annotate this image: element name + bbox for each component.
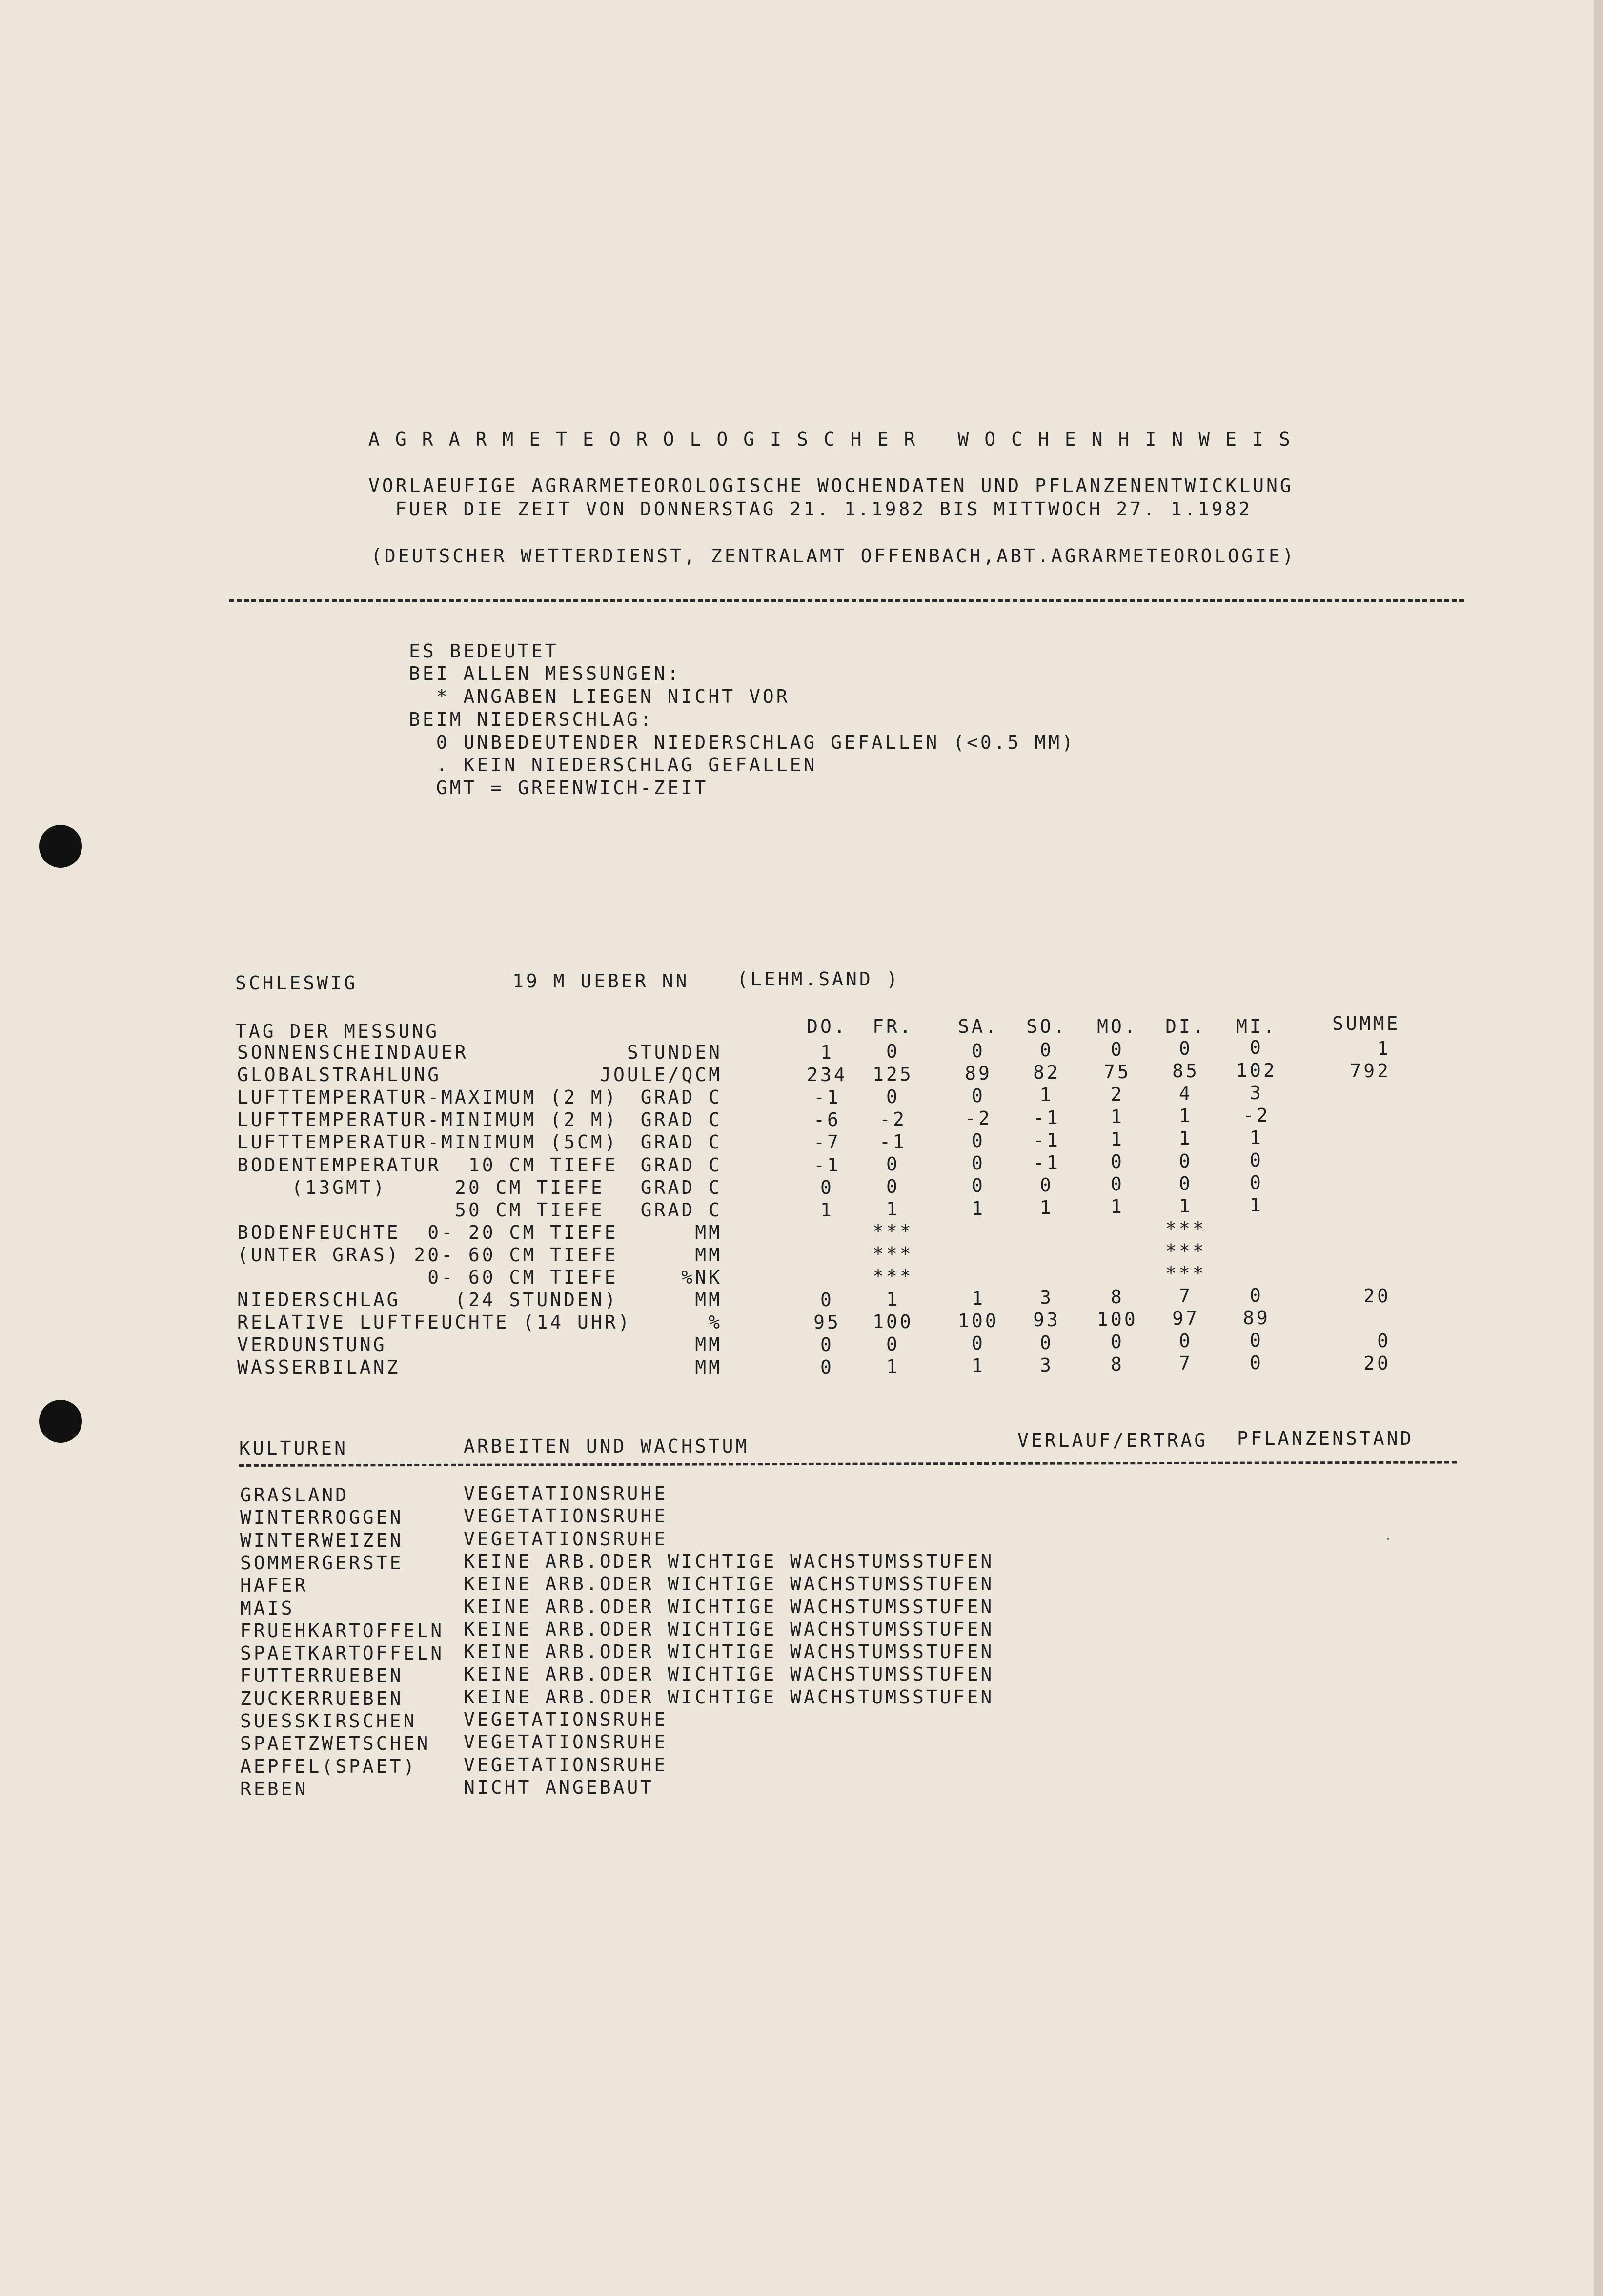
measurement-value: -2 [879, 1108, 907, 1130]
measurement-value: 0 [1179, 1172, 1193, 1194]
measurement-value: 102 [1236, 1059, 1277, 1081]
crop-name: HAFER [240, 1575, 308, 1597]
measurement-value: 1 [1111, 1196, 1124, 1218]
measurement-value: 0 [886, 1041, 900, 1063]
crops-col-course: VERLAUF/ERTRAG [1017, 1430, 1208, 1451]
measurement-unit: MM [695, 1334, 722, 1356]
measurement-value: 234 [807, 1064, 848, 1086]
legend-line: BEIM NIEDERSCHLAG: [409, 709, 654, 730]
crop-status: KEINE ARB.ODER WICHTIGE WACHSTUMSSTUFEN [464, 1596, 994, 1618]
punch-hole-bottom [39, 1400, 82, 1443]
crop-status: KEINE ARB.ODER WICHTIGE WACHSTUMSSTUFEN [464, 1573, 994, 1595]
measurement-value: 0 [972, 1085, 985, 1107]
legend-line: BEI ALLEN MESSUNGEN: [409, 663, 681, 684]
subtitle-line-2: FUER DIE ZEIT VON DONNERSTAG 21. 1.1982 BIS MITTWOCH 27. 1.1982 [395, 498, 1253, 520]
measurement-value: 93 [1033, 1309, 1060, 1331]
measurement-value: 1 [886, 1288, 900, 1310]
measurement-unit: GRAD C [640, 1176, 722, 1198]
measurement-value: 2 [1111, 1083, 1124, 1105]
punch-hole-top [39, 825, 82, 868]
measurement-value: 0 [1250, 1352, 1263, 1374]
measurement-unit: MM [695, 1289, 722, 1311]
measurement-label: NIEDERSCHLAG (24 STUNDEN) [237, 1289, 618, 1311]
measurement-value: 1 [1111, 1106, 1124, 1128]
measurement-value: 0 [886, 1153, 900, 1175]
crop-name: SUESSKIRSCHEN [240, 1710, 417, 1732]
subtitle-line-1: VORLAEUFIGE AGRARMETEOROLOGISCHE WOCHENDATEN UND PFLANZENENTWICKLUNG [368, 475, 1294, 496]
measurement-unit: MM [695, 1244, 722, 1266]
legend-line: . KEIN NIEDERSCHLAG GEFALLEN [409, 754, 817, 776]
measurement-value: 0 [1250, 1149, 1263, 1171]
crop-status: VEGETATIONSRUHE [464, 1505, 668, 1527]
measurement-value: *** [873, 1243, 913, 1265]
crop-name: SPAETKARTOFFELN [240, 1642, 445, 1664]
page-edge [1594, 0, 1603, 2296]
crops-divider [239, 1461, 1457, 1467]
measurement-value: 4 [1179, 1083, 1193, 1105]
crop-name: FRUEHKARTOFFELN [240, 1620, 445, 1641]
document-title: AGRARMETEOROLOGISCHER WOCHENHINWEIS [368, 429, 1306, 450]
measurement-value: 1 [886, 1355, 900, 1377]
measurement-value: 0 [1111, 1038, 1124, 1060]
measurement-label: BODENTEMPERATUR 10 CM TIEFE [237, 1154, 618, 1176]
measurement-value: 1 [820, 1199, 834, 1221]
crop-status: VEGETATIONSRUHE [464, 1731, 668, 1753]
measurement-label: VERDUNSTUNG [237, 1334, 387, 1356]
measurement-value: 0 [886, 1333, 900, 1355]
measurement-value: 0 [1111, 1151, 1124, 1173]
legend-line: GMT = GREENWICH-ZEIT [409, 777, 709, 799]
measurement-value: -2 [965, 1107, 992, 1129]
paper-speck [1387, 1538, 1389, 1540]
measurement-value: 1 [1179, 1128, 1193, 1149]
measurement-value: 1 [1250, 1194, 1263, 1216]
measurement-label: LUFTTEMPERATUR-MAXIMUM (2 M) [237, 1086, 618, 1108]
crop-status: VEGETATIONSRUHE [464, 1528, 668, 1550]
measurement-value: 85 [1172, 1060, 1199, 1082]
measurement-unit: GRAD C [640, 1131, 722, 1153]
measurement-label: BODENFEUCHTE 0- 20 CM TIEFE [237, 1221, 618, 1243]
measurement-value: 3 [1250, 1082, 1263, 1104]
measurement-value: 1 [972, 1197, 985, 1219]
crops-col-work: ARBEITEN UND WACHSTUM [464, 1435, 750, 1457]
day-header: SA. [958, 1016, 999, 1037]
measurement-value: 0 [820, 1334, 834, 1356]
station-height: 19 M UEBER NN [512, 970, 690, 992]
measurement-unit: % [709, 1312, 722, 1333]
measurement-value: 1 [972, 1287, 985, 1309]
measurement-value: -7 [813, 1131, 841, 1153]
measurement-value: 0 [972, 1130, 985, 1152]
measurement-value: 0 [1250, 1172, 1263, 1193]
measurement-value: -6 [813, 1109, 841, 1131]
measurement-label: RELATIVE LUFTFEUCHTE (14 UHR) [237, 1312, 632, 1333]
crop-status: KEINE ARB.ODER WICHTIGE WACHSTUMSSTUFEN [464, 1550, 994, 1572]
crop-name: AEPFEL(SPAET) [240, 1755, 417, 1777]
crops-col-stand: PFLANZENSTAND [1237, 1428, 1414, 1449]
crops-col-culture: KULTUREN [239, 1437, 348, 1459]
measurement-unit: JOULE/QCM [600, 1064, 722, 1086]
measurement-value: *** [873, 1266, 913, 1288]
measurement-unit: GRAD C [640, 1086, 722, 1108]
crop-status: KEINE ARB.ODER WICHTIGE WACHSTUMSSTUFEN [464, 1618, 994, 1640]
measurement-value: 0 [1040, 1039, 1054, 1061]
measurement-value: 97 [1172, 1308, 1199, 1330]
measurement-value: 95 [813, 1312, 841, 1333]
measurement-label: (UNTER GRAS) 20- 60 CM TIEFE [237, 1244, 618, 1266]
measurement-value: 89 [965, 1062, 992, 1084]
measurement-value: 1 [1179, 1195, 1193, 1217]
crop-name: GRASLAND [240, 1484, 349, 1506]
measurement-value: -1 [1033, 1151, 1060, 1173]
measurement-value: 7 [1179, 1285, 1193, 1307]
crop-status: VEGETATIONSRUHE [464, 1483, 668, 1504]
measurement-value: 0 [1250, 1037, 1263, 1059]
day-header: SO. [1026, 1016, 1067, 1037]
measurement-value: 100 [873, 1311, 913, 1332]
legend-line: ES BEDEUTET [409, 640, 559, 662]
legend-line: * ANGABEN LIEGEN NICHT VOR [409, 686, 790, 707]
crop-status: KEINE ARB.ODER WICHTIGE WACHSTUMSSTUFEN [464, 1641, 994, 1663]
measurement-label: LUFTTEMPERATUR-MINIMUM (5CM) [237, 1131, 618, 1153]
legend-line: 0 UNBEDEUTENDER NIEDERSCHLAG GEFALLEN (<0.5 MM) [409, 732, 1076, 753]
measurement-value: 0 [820, 1176, 834, 1198]
measurement-label: GLOBALSTRAHLUNG [237, 1064, 442, 1086]
measurement-value: -1 [1033, 1107, 1060, 1128]
measurement-value: 8 [1111, 1286, 1124, 1308]
crop-name: SPAETZWETSCHEN [240, 1733, 431, 1755]
measurement-sum: 20 [1363, 1285, 1391, 1307]
measurement-value: *** [873, 1221, 913, 1243]
measurement-unit: MM [695, 1221, 722, 1243]
crop-name: MAIS [240, 1597, 295, 1619]
measurement-sum: 1 [1377, 1038, 1391, 1059]
measurement-value: 0 [1040, 1332, 1054, 1353]
measurement-value: *** [1165, 1263, 1206, 1284]
measurement-value: 0 [1179, 1330, 1193, 1352]
crop-status: KEINE ARB.ODER WICHTIGE WACHSTUMSSTUFEN [464, 1686, 994, 1708]
measurement-unit: GRAD C [640, 1199, 722, 1221]
sum-header: SUMME [1332, 1013, 1400, 1034]
day-header: DI. [1165, 1016, 1206, 1037]
measurement-unit: GRAD C [640, 1109, 722, 1131]
measurement-sum: 0 [1377, 1330, 1391, 1352]
measurement-value: *** [1165, 1240, 1206, 1262]
crop-status: VEGETATIONSRUHE [464, 1754, 668, 1776]
measurement-label: 50 CM TIEFE [237, 1199, 605, 1221]
measurement-value: 75 [1104, 1061, 1131, 1083]
crop-name: REBEN [240, 1778, 308, 1800]
measurement-label: WASSERBILANZ [237, 1356, 401, 1378]
measurement-value: 1 [820, 1042, 834, 1063]
measurement-unit: GRAD C [640, 1154, 722, 1176]
measurement-label: (13GMT) 20 CM TIEFE [237, 1176, 605, 1198]
day-header: MI. [1236, 1016, 1277, 1037]
measurement-value: 3 [1040, 1354, 1054, 1376]
crop-name: FUTTERRUEBEN [240, 1665, 404, 1687]
measurement-label: LUFTTEMPERATUR-MINIMUM (2 M) [237, 1109, 618, 1131]
measurement-label: 0- 60 CM TIEFE [237, 1267, 618, 1288]
measurement-value: 1 [1111, 1128, 1124, 1150]
measurement-value: 7 [1179, 1353, 1193, 1374]
measurement-value: -1 [813, 1086, 841, 1108]
measurement-value: 3 [1040, 1287, 1054, 1309]
measurement-value: 8 [1111, 1353, 1124, 1375]
measurement-value: 0 [972, 1040, 985, 1062]
table-header-label: TAG DER MESSUNG [235, 1021, 440, 1042]
header-divider [229, 599, 1464, 602]
measurement-unit: %NK [681, 1267, 722, 1288]
measurement-value: 100 [1097, 1308, 1138, 1330]
measurement-value: 0 [1179, 1150, 1193, 1172]
measurement-value: -2 [1243, 1104, 1270, 1126]
crop-name: WINTERWEIZEN [240, 1529, 404, 1551]
measurement-value: 1 [1179, 1105, 1193, 1127]
station-soil: (LEHM.SAND ) [737, 968, 900, 990]
measurement-value: 0 [972, 1175, 985, 1197]
measurement-value: 1 [972, 1355, 985, 1377]
measurement-unit: MM [695, 1356, 722, 1378]
station-name: SCHLESWIG [235, 972, 358, 994]
measurement-value: 0 [972, 1332, 985, 1354]
measurement-value: 0 [972, 1152, 985, 1174]
measurement-value: 0 [886, 1176, 900, 1197]
measurement-value: 89 [1243, 1307, 1270, 1329]
measurement-value: 0 [1040, 1174, 1054, 1196]
crop-status: NICHT ANGEBAUT [464, 1776, 654, 1798]
measurement-value: 125 [873, 1063, 913, 1085]
crop-name: WINTERROGGEN [240, 1507, 404, 1529]
measurement-value: -1 [1033, 1129, 1060, 1151]
crop-status: VEGETATIONSRUHE [464, 1709, 668, 1730]
measurement-value: 0 [1111, 1173, 1124, 1195]
measurement-value: 100 [958, 1310, 999, 1332]
measurement-value: 0 [820, 1356, 834, 1378]
crop-name: SOMMERGERSTE [240, 1552, 404, 1574]
measurement-sum: 792 [1350, 1060, 1391, 1082]
measurement-value: 1 [1250, 1127, 1263, 1148]
day-header: FR. [873, 1016, 913, 1037]
measurement-value: 0 [1111, 1331, 1124, 1353]
measurement-value: 0 [886, 1086, 900, 1107]
measurement-value: 1 [1040, 1084, 1054, 1106]
measurement-value: -1 [813, 1154, 841, 1176]
measurement-value: 0 [1179, 1038, 1193, 1059]
measurement-label: SONNENSCHEINDAUER [237, 1042, 468, 1063]
measurement-value: -1 [879, 1130, 907, 1152]
measurement-sum: 20 [1363, 1353, 1391, 1374]
day-header: MO. [1097, 1016, 1138, 1037]
measurement-unit: STUNDEN [627, 1042, 722, 1063]
measurement-value: 1 [1040, 1196, 1054, 1218]
measurement-value: 1 [886, 1198, 900, 1220]
crop-status: KEINE ARB.ODER WICHTIGE WACHSTUMSSTUFEN [464, 1663, 994, 1685]
measurement-value: 0 [820, 1289, 834, 1311]
measurement-value: 0 [1250, 1329, 1263, 1351]
measurement-value: *** [1165, 1217, 1206, 1239]
issuer-line: (DEUTSCHER WETTERDIENST, ZENTRALAMT OFFENBACH,ABT.AGRARMETEOROLOGIE) [371, 545, 1296, 567]
measurement-value: 0 [1250, 1284, 1263, 1306]
crop-name: ZUCKERRUEBEN [240, 1687, 404, 1709]
measurement-value: 82 [1033, 1062, 1060, 1084]
day-header: DO. [807, 1016, 848, 1037]
